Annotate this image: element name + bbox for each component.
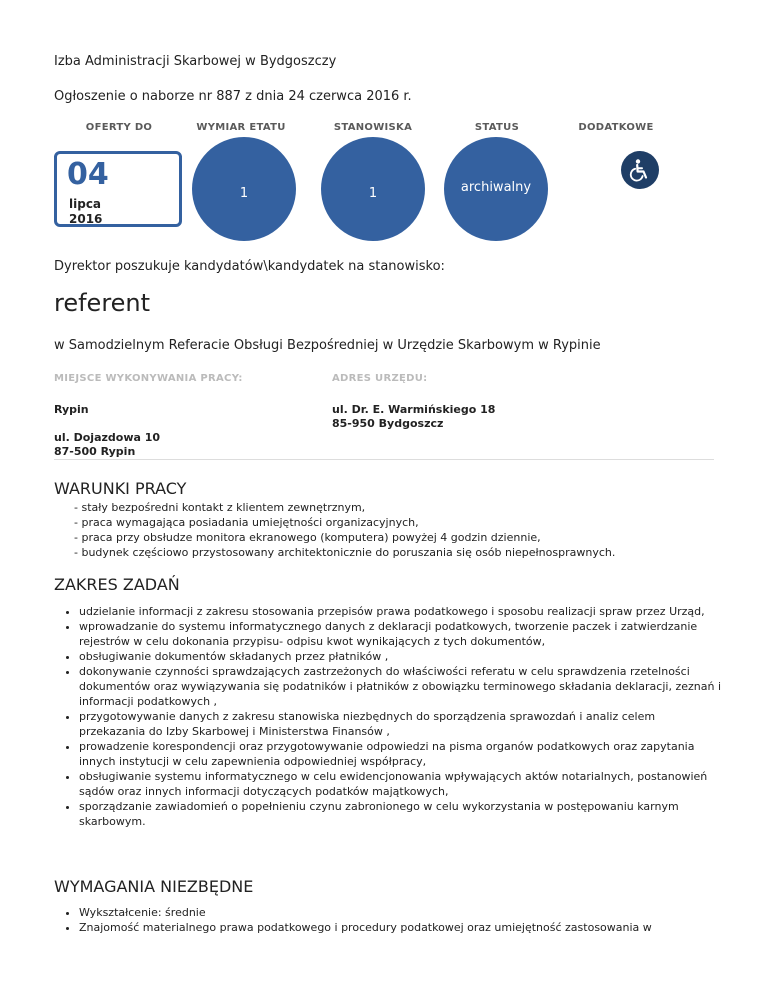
- requirements-list: [61, 905, 721, 935]
- duty-item: • obsługiwanie dokumentów składanych przez płatników ,: [79, 649, 721, 664]
- status-circle: [444, 137, 548, 241]
- duty-item: • udzielanie informacji z zakresu stosowania przepisów prawa podatkowego i sposobu realizacji spraw przez Urząd,: [79, 604, 721, 619]
- label-extra: DODATKOWE: [578, 122, 654, 133]
- workplace-street: ul. Dojazdowa 10: [54, 431, 161, 444]
- requirement-item: • Znajomość materialnego prawa podatkowego i procedury podatkowej oraz umiejętność zastosowania w: [79, 920, 721, 935]
- label-positions: STANOWISKA: [333, 122, 413, 133]
- fte-value: 1: [239, 186, 249, 201]
- positions-value: 1: [368, 186, 378, 201]
- duty-item: • sporządzanie zawiadomień o popełnieniu czynu zabronionego w celu wykorzystania w postępowaniu karnym skarbowym.: [79, 799, 721, 829]
- label-deadline: OFERTY DO: [85, 122, 153, 133]
- announcement-line: Ogłoszenie o naborze nr 887 z dnia 24 czerwca 2016 r.: [54, 89, 412, 104]
- condition-item: - budynek częściowo przystosowany architektonicznie do poruszania się osób niepełnosprawnych.: [74, 546, 616, 559]
- label-status: STATUS: [474, 122, 520, 133]
- office-name: Izba Administracji Skarbowej w Bydgoszczy: [54, 54, 337, 69]
- deadline-month: lipca: [69, 197, 102, 211]
- positions-circle: [321, 137, 425, 241]
- duty-item: • dokonywanie czynności sprawdzających zastrzeżonych do właściwości referatu w celu sprawdzenia rzetelności dokumentów oraz wywiązywania się podatników i płatników z obowiązku terminowego składania deklaracji, zeznań i informacji podatkowych ,: [79, 664, 721, 709]
- status-value: archiwalny: [460, 180, 532, 195]
- workplace-postal: 87-500 Rypin: [54, 445, 136, 458]
- duty-item: • wprowadzanie do systemu informatycznego danych z deklaracji podatkowych, tworzenie paczek i zatwierdzanie rejestrów w celu dokonania przypisu- odpisu kwot wynikających z tych dokumentów,: [79, 619, 721, 649]
- conditions-list: [74, 500, 724, 560]
- label-fte: WYMIAR ETATU: [196, 122, 286, 133]
- duty-item: • przygotowywanie danych z zakresu stanowiska niezbędnych do sporządzenia sprawozdań i analiz celem przekazania do Izby Skarbowej i Ministerstwa Finansów ,: [79, 709, 721, 739]
- divider: [54, 459, 714, 460]
- address-line1: ul. Dr. E. Warmińskiego 18: [332, 403, 496, 416]
- position-title: referent: [54, 289, 151, 317]
- intro-text: Dyrektor poszukuje kandydatów\kandydatek na stanowisko:: [54, 259, 445, 274]
- duty-item: • prowadzenie korespondencji oraz przygotowywanie odpowiedzi na pisma organów podatkowych oraz zapytania innych instytucji w celu zapewnienia odpowiedniej współpracy,: [79, 739, 721, 769]
- address-label: ADRES URZĘDU:: [332, 373, 428, 384]
- fte-circle: [192, 137, 296, 241]
- workplace-city: Rypin: [54, 403, 89, 416]
- conditions-title: WARUNKI PRACY: [54, 479, 187, 498]
- address-line2: 85-950 Bydgoszcz: [332, 417, 444, 430]
- deadline-year: 2016: [69, 212, 103, 226]
- duties-list: [61, 604, 721, 829]
- condition-item: - praca wymagająca posiadania umiejętności organizacyjnych,: [74, 516, 419, 529]
- duty-item: • obsługiwanie systemu informatycznego w celu ewidencjonowania wpływających aktów notarialnych, postanowień sądów oraz innych informacji dotyczących podatków majątkowych,: [79, 769, 721, 799]
- condition-item: - stały bezpośredni kontakt z klientem zewnętrznym,: [74, 501, 366, 514]
- condition-item: - praca przy obsłudze monitora ekranowego (komputera) powyżej 4 godzin dziennie,: [74, 531, 541, 544]
- duties-title: ZAKRES ZADAŃ: [54, 575, 180, 594]
- requirements-title: WYMAGANIA NIEZBĘDNE: [54, 877, 254, 896]
- wheelchair-accessibility-icon: [621, 151, 659, 189]
- workplace-label: MIEJSCE WYKONYWANIA PRACY:: [54, 373, 243, 384]
- deadline-day: 04: [67, 157, 109, 192]
- requirement-item: • Wykształcenie: średnie: [79, 905, 721, 920]
- department-text: w Samodzielnym Referacie Obsługi Bezpośredniej w Urzędzie Skarbowym w Rypinie: [54, 338, 601, 353]
- deadline-date-box: [54, 151, 182, 227]
